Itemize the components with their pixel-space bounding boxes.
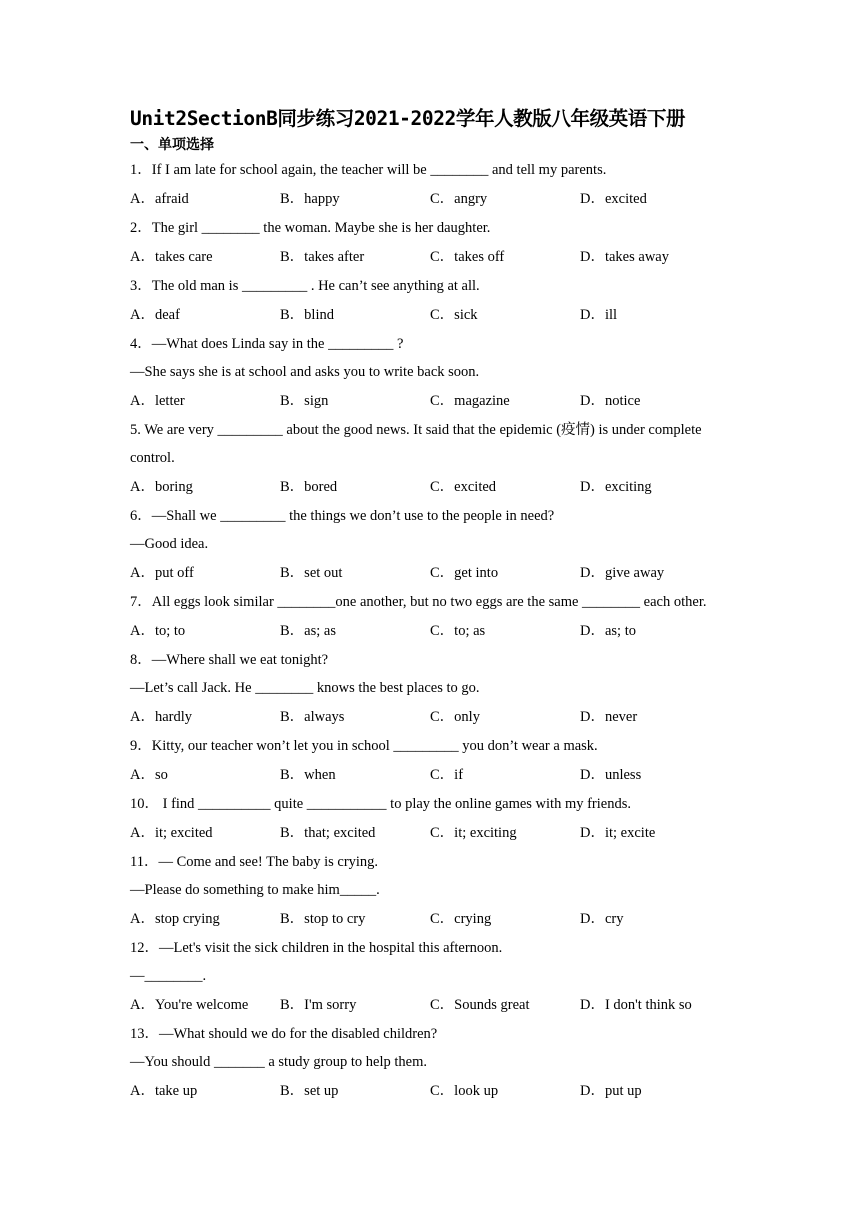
answer-option: A．letter	[130, 393, 185, 409]
answer-option: A．so	[130, 767, 168, 783]
question-stem-continued: —________.	[130, 968, 207, 984]
question-stem-continued: —Let’s call Jack. He ________ knows the best places to go.	[130, 680, 480, 696]
answer-option: B．as; as	[280, 623, 336, 639]
question-stem: 1．If I am late for school again, the teacher will be ________ and tell my parents.	[130, 162, 607, 178]
question-item	[130, 502, 860, 588]
answer-options	[130, 905, 860, 934]
answer-option: A．it; excited	[130, 825, 213, 841]
answer-option: C．angry	[430, 191, 488, 207]
answer-option: A．takes care	[130, 249, 213, 265]
section-heading: 一、单项选择	[130, 137, 214, 153]
document-title: Unit2SectionB同步练习2021-2022学年人教版八年级英语下册	[130, 107, 686, 130]
answer-option: D．notice	[580, 393, 641, 409]
answer-option: C．to; as	[430, 623, 486, 639]
answer-option: C．takes off	[430, 249, 505, 265]
answer-option: A．afraid	[130, 191, 189, 207]
question-item	[130, 330, 860, 416]
answer-option: C．magazine	[430, 393, 510, 409]
answer-option: A．You're welcome	[130, 997, 249, 1013]
answer-option: D．as; to	[580, 623, 636, 639]
question-stem-continued: —Good idea.	[130, 536, 209, 552]
answer-options	[130, 185, 860, 214]
question-stem: 3．The old man is _________ . He can’t see anything at all.	[130, 278, 480, 294]
question-stem: 9．Kitty, our teacher won’t let you in school _________ you don’t wear a mask.	[130, 738, 598, 754]
answer-options	[130, 559, 860, 588]
question-stem: 12．—Let's visit the sick children in the hospital this afternoon.	[130, 940, 503, 956]
answer-option: B．that; excited	[280, 825, 376, 841]
answer-options	[130, 761, 860, 790]
question-stem: 8．—Where shall we eat tonight?	[130, 652, 329, 668]
answer-option: A．to; to	[130, 623, 186, 639]
question-stem: 13．—What should we do for the disabled children?	[130, 1026, 438, 1042]
answer-option: B．takes after	[280, 249, 365, 265]
answer-option: B．sign	[280, 393, 329, 409]
answer-option: C．crying	[430, 911, 492, 927]
question-item	[130, 416, 860, 502]
answer-options	[130, 301, 860, 330]
answer-option: A．deaf	[130, 307, 180, 323]
question-item	[130, 790, 860, 848]
question-item	[130, 588, 860, 646]
answer-option: C．look up	[430, 1083, 499, 1099]
question-item	[130, 1020, 860, 1106]
answer-option: D．put up	[580, 1083, 642, 1099]
answer-option: B．bored	[280, 479, 338, 495]
answer-option: D．give away	[580, 565, 665, 581]
answer-options	[130, 243, 860, 272]
question-stem: 7．All eggs look similar ________one another, but no two eggs are the same ________ each other.	[130, 594, 707, 610]
question-stem: 6．—Shall we _________ the things we don’t use to the people in need?	[130, 508, 555, 524]
question-item	[130, 214, 860, 272]
answer-option: C．sick	[430, 307, 478, 323]
question-item	[130, 934, 860, 1020]
answer-option: C．it; exciting	[430, 825, 517, 841]
question-stem-continued: —She says she is at school and asks you to write back soon.	[130, 364, 480, 380]
question-item	[130, 732, 860, 790]
answer-option: C．only	[430, 709, 480, 725]
question-stem: 4．—What does Linda say in the _________ ?	[130, 336, 404, 352]
answer-option: D．exciting	[580, 479, 652, 495]
answer-options	[130, 1077, 860, 1106]
answer-option: B．happy	[280, 191, 340, 207]
answer-option: D．I don't think so	[580, 997, 692, 1013]
answer-option: A．hardly	[130, 709, 193, 725]
answer-options	[130, 473, 860, 502]
answer-option: C．Sounds great	[430, 997, 530, 1013]
question-stem: 10． I find __________ quite ___________ to play the online games with my friends.	[130, 796, 631, 812]
question-stem-continued: —Please do something to make him_____.	[130, 882, 380, 898]
answer-option: D．ill	[580, 307, 618, 323]
answer-option: B．set out	[280, 565, 343, 581]
question-item	[130, 848, 860, 934]
answer-option: D．unless	[580, 767, 642, 783]
answer-option: C．get into	[430, 565, 499, 581]
answer-option: A．boring	[130, 479, 193, 495]
question-item	[130, 156, 860, 214]
answer-option: B．I'm sorry	[280, 997, 357, 1013]
answer-option: B．set up	[280, 1083, 339, 1099]
answer-option: D．never	[580, 709, 638, 725]
answer-option: B．stop to cry	[280, 911, 366, 927]
answer-options	[130, 819, 860, 848]
answer-option: C．if	[430, 767, 464, 783]
question-stem: 11．— Come and see! The baby is crying.	[130, 854, 379, 870]
answer-option: D．cry	[580, 911, 624, 927]
answer-option: D．takes away	[580, 249, 669, 265]
answer-options	[130, 703, 860, 732]
answer-option: B．always	[280, 709, 345, 725]
question-stem: 2．The girl ________ the woman. Maybe she is her daughter.	[130, 220, 491, 236]
answer-options	[130, 991, 860, 1020]
question-stem-continued: —You should _______ a study group to help them.	[130, 1054, 427, 1070]
question-item	[130, 272, 860, 330]
answer-options	[130, 387, 860, 416]
answer-option: A．stop crying	[130, 911, 220, 927]
answer-option: B．blind	[280, 307, 334, 323]
answer-option: A．put off	[130, 565, 194, 581]
question-list	[130, 156, 860, 1106]
answer-option: A．take up	[130, 1083, 198, 1099]
answer-option: D．it; excite	[580, 825, 656, 841]
question-item	[130, 646, 860, 732]
answer-option: C．excited	[430, 479, 497, 495]
answer-option: B．when	[280, 767, 336, 783]
question-stem-continued: control.	[130, 450, 175, 466]
answer-option: D．excited	[580, 191, 647, 207]
question-stem: 5. We are very _________ about the good news. It said that the epidemic (疫情) is under complete	[130, 422, 702, 438]
answer-options	[130, 617, 860, 646]
